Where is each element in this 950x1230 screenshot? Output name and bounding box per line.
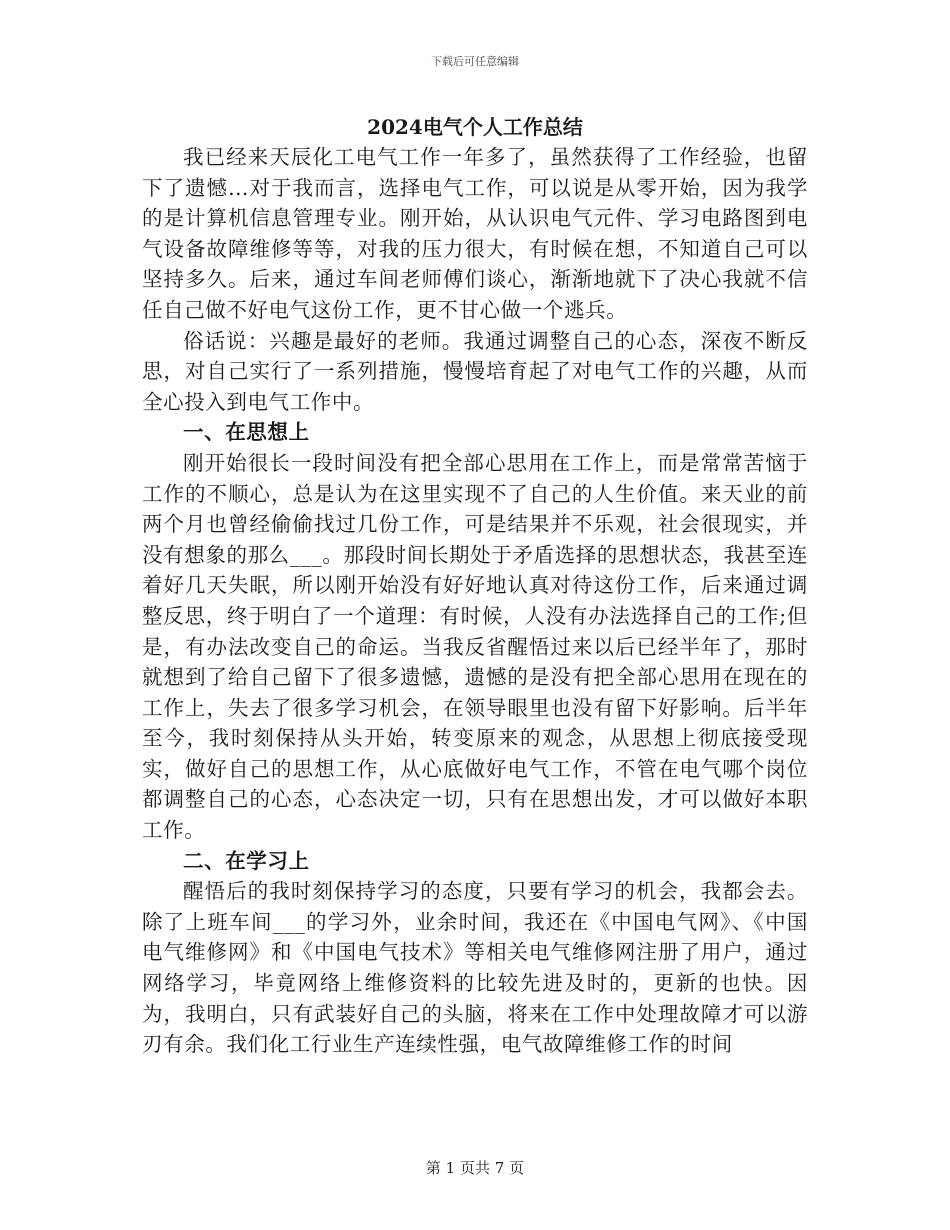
paragraph-interest: 俗话说：兴趣是最好的老师。我通过调整自己的心态，深夜不断反思，对自己实行了一系列措施，慢慢培育起了对电气工作的兴趣，从而全心投入到电气工作中。	[142, 328, 808, 414]
section-heading-thought: 一、在思想上	[183, 420, 310, 445]
paragraph-intro: 我已经来天辰化工电气工作一年多了，虽然获得了工作经验，也留下了遗憾…对于我而言，选择电气工作，可以说是从零开始，因为我学的是计算机信息管理专业。刚开始，从认识电气元件、学习电路图到电气设备故障维修等等，对我的压力很大，有时候在想，不知道自己可以坚持多久。后来，通过车间老师傅们谈心，渐渐地就下了决心我就不信任自己做不好电气这份工作，更不甘心做一个逃兵。	[142, 145, 808, 322]
page-number-footer: 第 1 页共 7 页	[425, 1159, 525, 1177]
paragraph-thought: 刚开始很长一段时间没有把全部心思用在工作上，而是常常苦恼于工作的不顺心，总是认为在这里实现不了自己的人生价值。来天业的前两个月也曾经偷偷找过几份工作，可是结果并不乐观，社会很现实，并没有想象的那么___。那段时间长期处于矛盾选择的思想状态，我甚至连着好几天失眠，所以刚开始没有好好地认真对待这份工作，后来通过调整反思，终于明白了一个道理：有时候，人没有办法选择自己的工作;但是，有办法改变自己的命运。当我反省醒悟过来以后已经半年了，那时就想到了给自己留下了很多遗憾，遗憾的是没有把全部心思用在现在的工作上，失去了很多学习机会，在领导眼里也没有留下好影响。后半年至今，我时刻保持从头开始，转变原来的观念，从思想上彻底接受现实，做好自己的思想工作，从心底做好电气工作，不管在电气哪个岗位都调整自己的心态，心态决定一切，只有在思想出发，才可以做好本职工作。	[142, 450, 808, 843]
document-body	[142, 142, 808, 1060]
section-heading-study: 二、在学习上	[183, 848, 310, 873]
paragraph-study: 醒悟后的我时刻保持学习的态度，只要有学习的机会，我都会去。除了上班车间___的学习外，业余时间，我还在《中国电气网》、《中国电气维修网》和《中国电气技术》等相关电气维修网注册了用户，通过网络学习，毕竟网络上维修资料的比较先进及时的，更新的也快。因为，我明白，只有武装好自己的头脑，将来在工作中处理故障才可以游刃有余。我们化工行业生产连续性强，电气故障维修工作的时间	[142, 879, 808, 1057]
document-title: 2024电气个人工作总结	[367, 115, 583, 139]
page-header-note: 下载后可任意编辑	[431, 55, 519, 68]
